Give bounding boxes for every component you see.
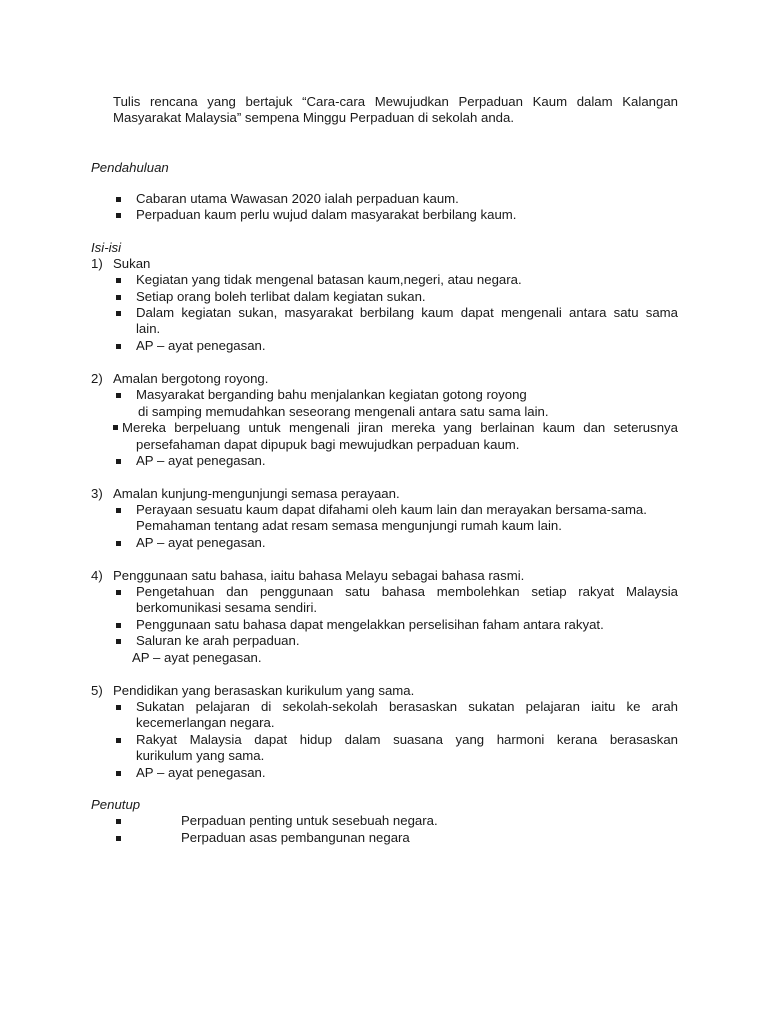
point-2-line-3 <box>113 420 678 436</box>
bullet-marker <box>113 425 118 430</box>
bullet-marker <box>116 819 121 824</box>
penutup-item-2: Perpaduan asas pembangunan negara <box>181 830 410 845</box>
point-4-line-3: Penggunaan satu bahasa dapat mengelakkan perselisihan faham antara rakyat. <box>136 617 604 632</box>
bullet-marker <box>116 278 121 283</box>
pendahuluan-item-1: Cabaran utama Wawasan 2020 ialah perpaduan kaum. <box>136 191 459 206</box>
bullet-marker <box>116 623 121 628</box>
bullet-marker <box>116 771 121 776</box>
point-4-line-4: Saluran ke arah perpaduan. <box>136 633 300 648</box>
intro-line-2: Masyarakat Malaysia” sempena Minggu Perpaduan di sekolah anda. <box>113 110 514 125</box>
point-5-title: Pendidikan yang berasaskan kurikulum yang sama. <box>113 683 415 698</box>
bullet-marker <box>116 459 121 464</box>
point-5-number: 5) <box>91 683 103 698</box>
bullet-marker <box>116 197 121 202</box>
bullet-marker <box>116 295 121 300</box>
bullet-marker <box>116 311 121 316</box>
point-5-line-3: Rakyat Malaysia dapat hidup dalam suasana yang harmoni kerana berasaskan <box>136 732 678 747</box>
bullet-marker <box>116 590 121 595</box>
heading-penutup: Penutup <box>91 797 141 812</box>
point-1-line-5: AP – ayat penegasan. <box>136 338 266 353</box>
point-3-line-1: Perayaan sesuatu kaum dapat difahami oleh kaum lain dan merayakan bersama-sama. <box>136 502 647 517</box>
point-2-line-5: AP – ayat penegasan. <box>136 453 266 468</box>
point-5-line-5: AP – ayat penegasan. <box>136 765 266 780</box>
point-5-line-4: kurikulum yang sama. <box>136 748 265 763</box>
bullet-marker <box>116 639 121 644</box>
heading-isi-isi: Isi-isi <box>91 240 122 255</box>
point-2-line-4: persefahaman dapat dipupuk bagi mewujudkan perpaduan kaum. <box>136 437 520 452</box>
point-1-line-4: lain. <box>136 321 161 336</box>
bullet-marker <box>116 705 121 710</box>
point-4-line-5: AP – ayat penegasan. <box>132 650 262 665</box>
point-1-line-3: Dalam kegiatan sukan, masyarakat berbilang kaum dapat mengenali antara satu sama <box>136 305 678 320</box>
point-4-line-1: Pengetahuan dan penggunaan satu bahasa membolehkan setiap rakyat Malaysia <box>136 584 678 599</box>
bullet-marker <box>116 508 121 513</box>
point-1-line-2: Setiap orang boleh terlibat dalam kegiatan sukan. <box>136 289 426 304</box>
point-3-line-3: AP – ayat penegasan. <box>136 535 266 550</box>
point-3-title: Amalan kunjung-mengunjungi semasa perayaan. <box>113 486 400 501</box>
point-2-number: 2) <box>91 371 103 386</box>
point-4-title: Penggunaan satu bahasa, iaitu bahasa Melayu sebagai bahasa rasmi. <box>113 568 525 583</box>
point-2-line-2: di samping memudahkan seseorang mengenali antara satu sama lain. <box>138 404 549 419</box>
point-4-number: 4) <box>91 568 103 583</box>
point-5-line-2: kecemerlangan negara. <box>136 715 275 730</box>
bullet-marker <box>116 541 121 546</box>
point-2-line-1: Masyarakat berganding bahu menjalankan kegiatan gotong royong <box>136 387 527 402</box>
point-3-number: 3) <box>91 486 103 501</box>
bullet-marker <box>116 836 121 841</box>
point-5-line-1: Sukatan pelajaran di sekolah-sekolah berasaskan sukatan pelajaran iaitu ke arah <box>136 699 678 714</box>
pendahuluan-item-2: Perpaduan kaum perlu wujud dalam masyarakat berbilang kaum. <box>136 207 517 222</box>
point-3-line-2: Pemahaman tentang adat resam semasa mengunjungi rumah kaum lain. <box>136 518 562 533</box>
bullet-marker <box>116 213 121 218</box>
point-1-number: 1) <box>91 256 103 271</box>
point-2-title: Amalan bergotong royong. <box>113 371 269 386</box>
point-1-line-1: Kegiatan yang tidak mengenal batasan kaum,negeri, atau negara. <box>136 272 522 287</box>
intro-line-1: Tulis rencana yang bertajuk “Cara-cara Mewujudkan Perpaduan Kaum dalam Kalangan <box>113 94 678 109</box>
point-2-line-3-text: Mereka berpeluang untuk mengenali jiran mereka yang berlainan kaum dan seterusnya <box>122 420 678 435</box>
point-4-line-2: berkomunikasi sesama sendiri. <box>136 600 318 615</box>
bullet-marker <box>116 738 121 743</box>
bullet-marker <box>116 344 121 349</box>
heading-pendahuluan: Pendahuluan <box>91 160 169 175</box>
point-1-title: Sukan <box>113 256 151 271</box>
bullet-marker <box>116 393 121 398</box>
penutup-item-1: Perpaduan penting untuk sesebuah negara. <box>181 813 438 828</box>
